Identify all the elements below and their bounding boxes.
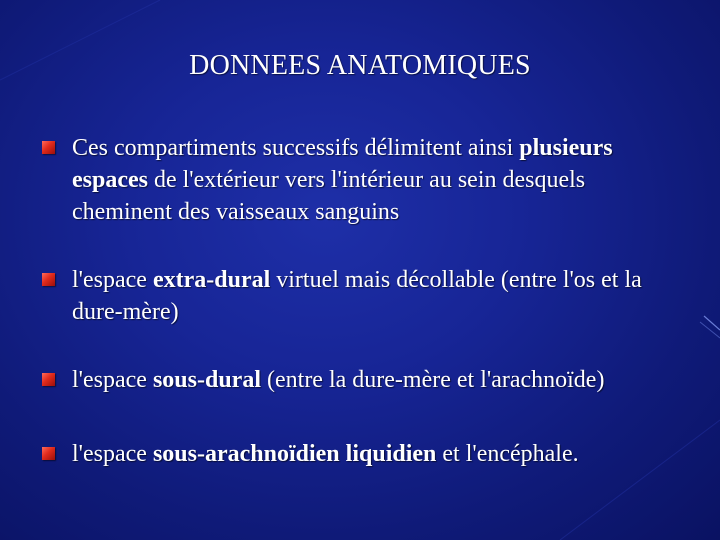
red-square-bullet-icon	[42, 141, 55, 154]
bullet-bold-text: extra-dural	[152, 267, 271, 293]
red-square-bullet-icon	[42, 373, 55, 386]
bullet-text: et l'encéphale.	[436, 441, 579, 467]
bullet-text: de l'extérieur vers l'intérieur au sein desquels cheminent des vaisseaux sanguins	[72, 167, 586, 225]
bullet-list	[40, 132, 680, 470]
bullet-text: l'espace	[72, 367, 153, 393]
bullet-text: Ces compartiments successifs délimitent ainsi	[72, 135, 520, 161]
red-square-bullet-icon	[42, 273, 55, 286]
bullet-bold-text: plusieurs espaces	[72, 135, 613, 193]
bullet-text: l'espace	[72, 267, 153, 293]
bullet-item-compartments	[40, 132, 680, 228]
bullet-bold-text: sous-arachnoïdien liquidien	[152, 441, 437, 467]
bullet-text: l'espace	[72, 441, 153, 467]
bullet-bold-text: sous-dural	[152, 367, 261, 393]
slide-title: DONNEES ANATOMIQUES	[189, 50, 531, 81]
bullet-item-sous-dural	[40, 364, 680, 396]
bullet-text: virtuel mais décollable (entre l'os et la dure-mère)	[72, 267, 642, 325]
bullet-item-sous-arachnoidien	[40, 438, 680, 470]
bullet-item-extra-dural	[40, 264, 680, 328]
red-square-bullet-icon	[42, 447, 55, 460]
bullet-text: (entre la dure-mère et l'arachnoïde)	[261, 367, 605, 393]
